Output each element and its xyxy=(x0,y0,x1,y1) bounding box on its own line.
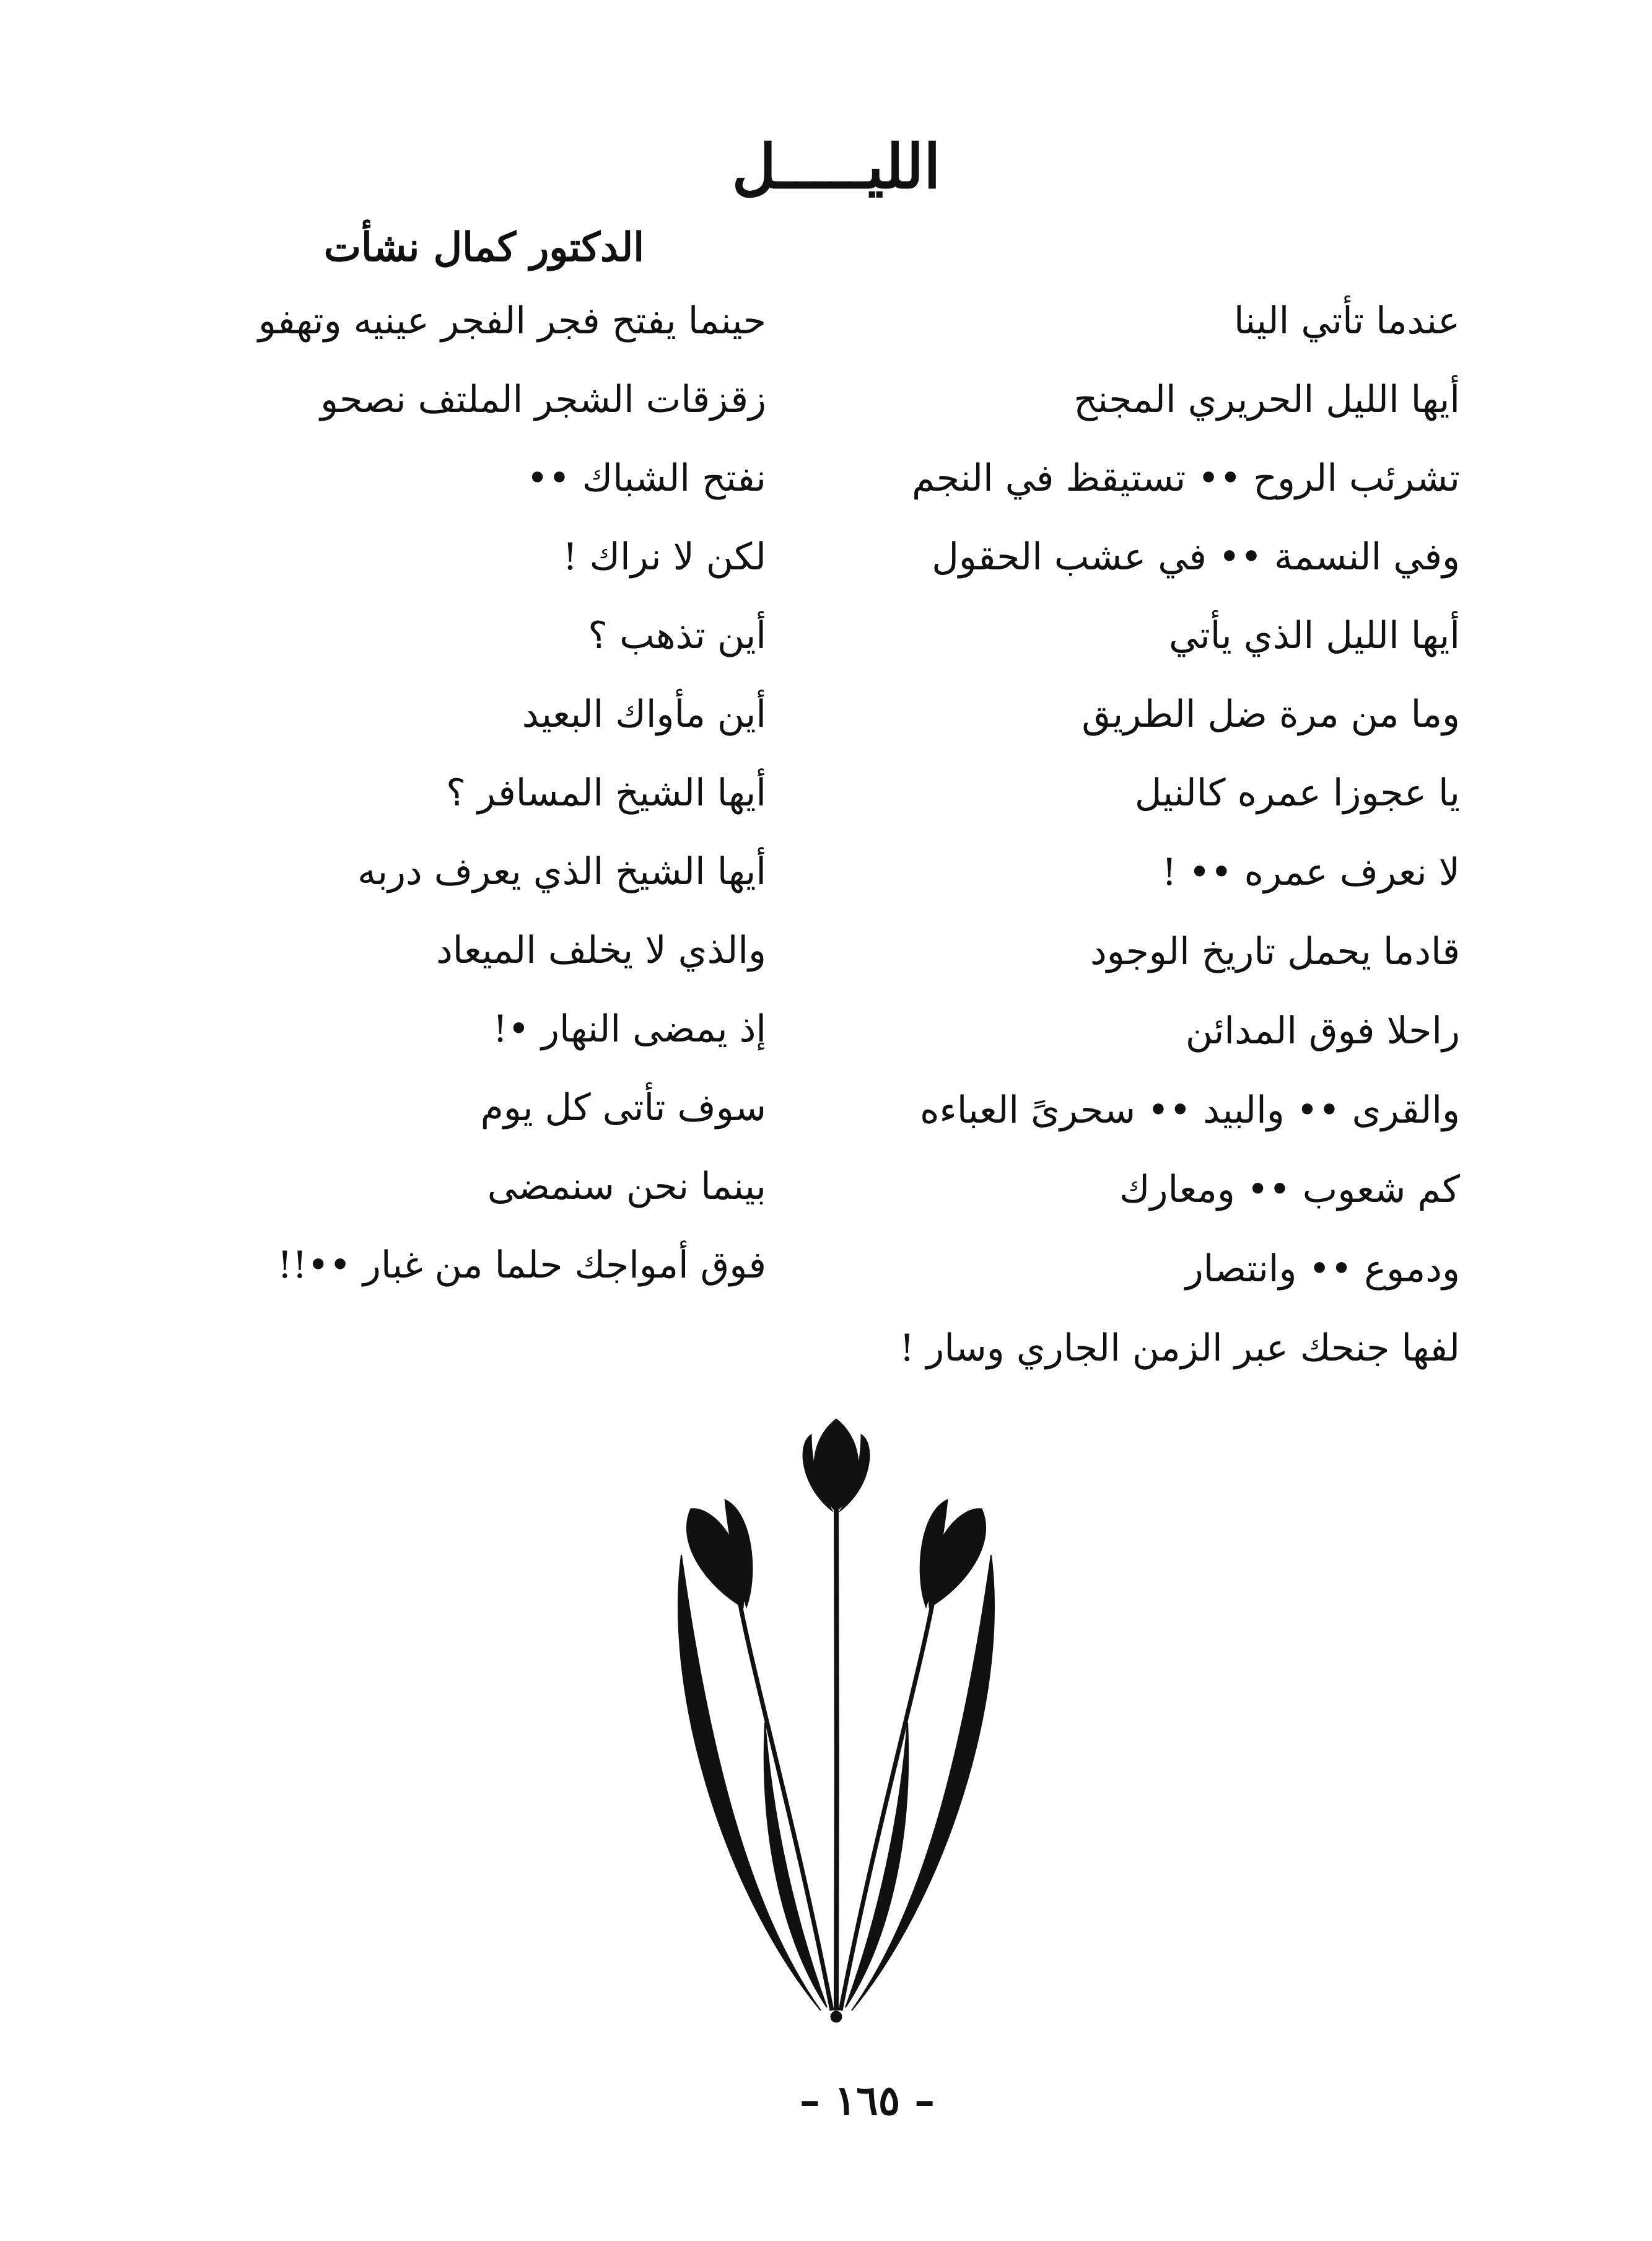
page-number: – ١٦٥ – xyxy=(799,2076,935,2125)
poem-line: والقرى •• والبيد •• سحرىً العباءه xyxy=(920,1089,1460,1132)
poem-author: الدكتور كمال نشأت xyxy=(323,224,644,271)
poem-line: يا عجوزا عمره كالنيل xyxy=(1134,771,1460,815)
poem-line: كم شعوب •• ومعارك xyxy=(1119,1168,1460,1211)
poem-right-column xyxy=(841,282,1460,1388)
poem-line: والذي لا يخلف الميعاد xyxy=(436,929,766,972)
poem-line: زقزقات الشجر الملتف نصحو xyxy=(320,378,766,421)
poem-line: أين تذهب ؟ xyxy=(588,614,766,657)
lotus-ornament-icon xyxy=(657,1406,1016,2038)
poem-title: الليـــــل xyxy=(732,131,941,203)
poem-line: أين مأواك البعيد xyxy=(522,693,766,736)
poem-line: لفها جنحك عبر الزمن الجاري وسار ! xyxy=(899,1327,1460,1370)
poem-line: نفتح الشباك •• xyxy=(526,457,766,500)
poem-left-column xyxy=(147,282,766,1305)
poem-line: قادما يحمل تاريخ الوجود xyxy=(1090,930,1460,973)
poem-line: أيها الشيخ الذي يعرف دربه xyxy=(357,850,766,893)
poem-line: أيها الليل الحريري المجنح xyxy=(1073,378,1460,421)
poem-line: راحلا فوق المدائن xyxy=(1185,1009,1460,1053)
poem-line: لا نعرف عمره •• ! xyxy=(1161,851,1460,894)
poem-line: حينما يفتح فجر الفجر عينيه وتهفو xyxy=(258,299,766,343)
poem-line: أيها الشيخ المسافر ؟ xyxy=(446,771,766,815)
poem-line: أيها الليل الذي يأتي xyxy=(1169,614,1460,657)
poem-line: لكن لا نراك ! xyxy=(562,535,766,579)
poem-line: ودموع •• وانتصار xyxy=(1185,1247,1460,1291)
poem-line: وما من مرة ضل الطريق xyxy=(1082,693,1460,736)
poem-line: تشرئب الروح •• تستيقظ في النجم xyxy=(912,457,1460,500)
poem-line: فوق أمواجك حلما من غبار ••!! xyxy=(277,1243,766,1287)
poem-line: سوف تأتى كل يوم xyxy=(480,1086,766,1129)
poem-line: إذ يمضى النهار •! xyxy=(492,1007,766,1051)
poem-line: عندما تأتي الينا xyxy=(1233,299,1460,343)
poem-line: بينما نحن سنمضى xyxy=(487,1165,766,1208)
poem-line: وفي النسمة •• في عشب الحقول xyxy=(932,535,1460,579)
